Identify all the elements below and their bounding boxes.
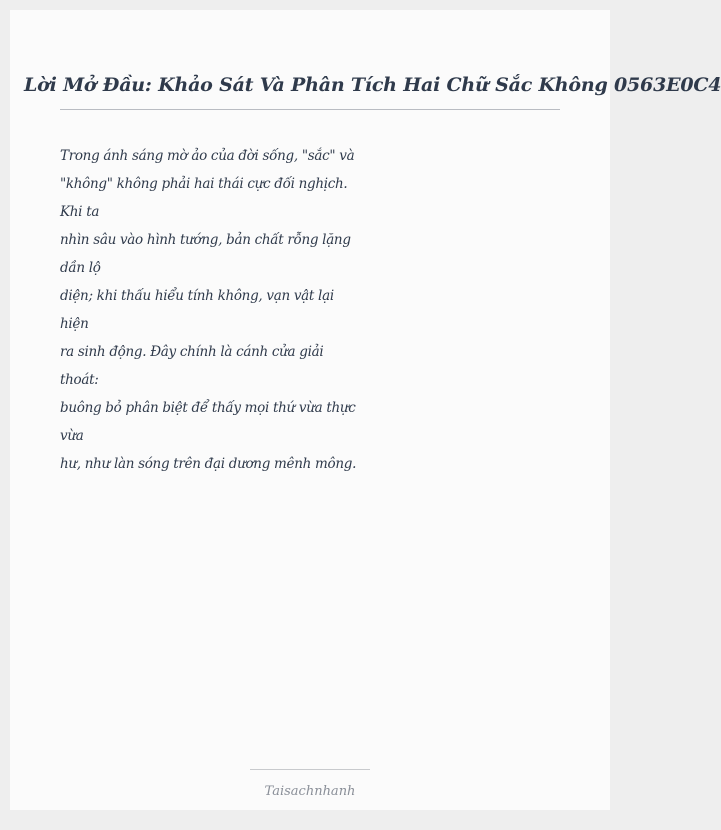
page-title: Lời Mở Đầu: Khảo Sát Và Phân Tích Hai Chữ Sắc Không 0563E0C4 bbox=[24, 74, 721, 96]
body-line: nhìn sâu vào hình tướng, bản chất rỗng lặng bbox=[60, 232, 351, 248]
body-line: dần lộ bbox=[60, 260, 101, 276]
body-line: Trong ánh sáng mờ ảo của đời sống, "sắc" và bbox=[60, 148, 355, 164]
title-divider bbox=[60, 109, 560, 110]
document-page bbox=[10, 10, 721, 810]
body-line: thoát: bbox=[60, 372, 99, 388]
footer-divider bbox=[250, 769, 370, 770]
body-paragraph bbox=[60, 142, 360, 478]
body-line: Khi ta bbox=[60, 204, 100, 220]
body-line: hiện bbox=[60, 316, 89, 332]
body-line: diện; khi thấu hiểu tính không, vạn vật lại bbox=[60, 288, 334, 304]
body-line: vừa bbox=[60, 428, 84, 444]
body-line: "không" không phải hai thái cực đối nghịch. bbox=[60, 176, 348, 192]
body-line: buông bỏ phân biệt để thấy mọi thứ vừa thực bbox=[60, 400, 356, 416]
body-line: hư, như làn sóng trên đại dương mênh mông. bbox=[60, 456, 357, 472]
body-line: ra sinh động. Đây chính là cánh cửa giải bbox=[60, 344, 324, 360]
footer-signature: Taisachnhanh bbox=[264, 784, 356, 799]
